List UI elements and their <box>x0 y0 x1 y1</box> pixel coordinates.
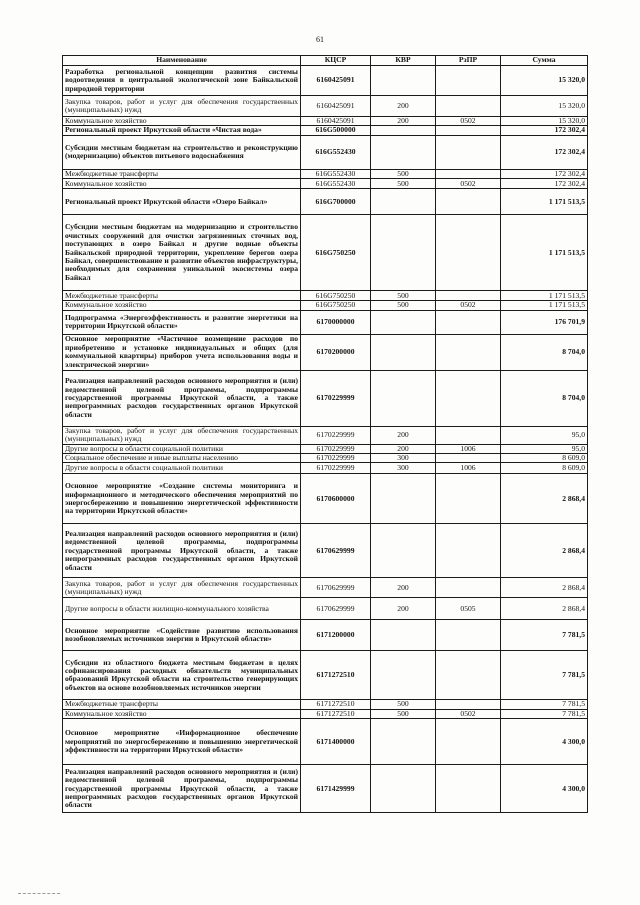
cell-rzpr <box>436 524 501 578</box>
cell-name: Закупка товаров, работ и услуг для обеспечения государственных (муниципальных) нужд <box>63 426 301 444</box>
header-rzpr: РзПР <box>436 56 501 66</box>
cell-kcsr: 616G750250 <box>301 215 371 291</box>
cell-kcsr: 6170600000 <box>301 474 371 524</box>
table-row <box>63 454 588 463</box>
cell-kvr <box>371 651 436 700</box>
cell-name: Другие вопросы в области социальной политики <box>63 444 301 453</box>
cell-sum: 1 171 513,5 <box>501 301 588 310</box>
table-row <box>63 370 588 426</box>
cell-sum: 1 171 513,5 <box>501 215 588 291</box>
cell-kcsr: 6170629999 <box>301 598 371 620</box>
cell-kcsr: 616G750250 <box>301 301 371 310</box>
cell-kvr <box>371 719 436 765</box>
cell-rzpr <box>436 291 501 301</box>
cell-rzpr: 1006 <box>436 444 501 453</box>
table-row <box>63 651 588 700</box>
table-row <box>63 66 588 96</box>
table-row <box>63 444 588 453</box>
cell-name: Разработка региональной концепции развития системы водоотведения в центральной экологической зоне Байкальской природной территории <box>63 66 301 96</box>
cell-name: Субсидии местным бюджетам на модернизацию и строительство очистных сооружений для очистки загрязненных сточных вод, поступающих в озеро Байкал и другие водные объекты Байкальской природной территории, укрепление берегов озера Байкал, совершенствование и развитие объектов инфраструктуры, необходимых для сохранения уникальной экосистемы озера Байкал <box>63 215 301 291</box>
cell-name: Реализация направлений расходов основного мероприятия и (или) ведомственной целевой программы, подпрограммы государственной программы Иркутской области, а также непрограммных расходов государственных органов Иркутской области <box>63 765 301 813</box>
table-row <box>63 426 588 444</box>
cell-name: Межбюджетные трансферты <box>63 700 301 709</box>
cell-kvr <box>371 189 436 215</box>
cell-name: Другие вопросы в области жилищно-коммунального хозяйства <box>63 598 301 620</box>
cell-sum: 2 868,4 <box>501 524 588 578</box>
cell-name: Основное мероприятие «Создание системы мониторинга и информационного и методического обеспечения мероприятий по энергосбережению и повышению энергетической эффективности на территории Иркутской области» <box>63 474 301 524</box>
cell-kvr: 200 <box>371 444 436 453</box>
cell-kvr: 200 <box>371 598 436 620</box>
table-row <box>63 291 588 301</box>
cell-kcsr: 6170200000 <box>301 334 371 370</box>
cell-rzpr: 0502 <box>436 179 501 189</box>
table-row <box>63 126 588 135</box>
cell-sum: 2 868,4 <box>501 598 588 620</box>
cell-sum: 7 781,5 <box>501 700 588 709</box>
cell-sum: 2 868,4 <box>501 474 588 524</box>
cell-kcsr: 6160425091 <box>301 117 371 126</box>
header-sum: Сумма <box>501 56 588 66</box>
cell-kvr: 500 <box>371 709 436 718</box>
header-name: Наименование <box>63 56 301 66</box>
header-kvr: КВР <box>371 56 436 66</box>
cell-name: Коммунальное хозяйство <box>63 709 301 718</box>
cell-kvr <box>371 474 436 524</box>
table-row <box>63 700 588 709</box>
cell-kvr <box>371 215 436 291</box>
cell-kvr <box>371 524 436 578</box>
cell-kcsr: 616G552430 <box>301 169 371 178</box>
cell-rzpr <box>436 454 501 463</box>
table-row <box>63 620 588 651</box>
table-row <box>63 765 588 813</box>
cell-kcsr: 6160425091 <box>301 66 371 96</box>
cell-kcsr: 616G500000 <box>301 126 371 135</box>
cell-rzpr <box>436 334 501 370</box>
cell-sum: 2 868,4 <box>501 578 588 598</box>
cell-sum: 8 609,0 <box>501 454 588 463</box>
cell-rzpr <box>436 700 501 709</box>
table-row <box>63 524 588 578</box>
cell-rzpr <box>436 719 501 765</box>
cell-kvr <box>371 765 436 813</box>
cell-sum: 172 302,4 <box>501 179 588 189</box>
cell-name: Коммунальное хозяйство <box>63 179 301 189</box>
cell-name: Межбюджетные трансферты <box>63 169 301 178</box>
cell-rzpr: 0502 <box>436 117 501 126</box>
cell-kvr <box>371 334 436 370</box>
cell-kvr: 500 <box>371 179 436 189</box>
table-row <box>63 96 588 117</box>
cell-name: Подпрограмма «Энергоэффективность и развитие энергетики на территории Иркутской области» <box>63 310 301 334</box>
cell-kvr: 200 <box>371 426 436 444</box>
cell-sum: 15 320,0 <box>501 96 588 117</box>
table-row <box>63 189 588 215</box>
cell-sum: 8 704,0 <box>501 334 588 370</box>
table-row <box>63 301 588 310</box>
cell-rzpr <box>436 426 501 444</box>
cell-kvr <box>371 620 436 651</box>
cell-kcsr: 6170229999 <box>301 426 371 444</box>
cell-name: Региональный проект Иркутской области «Чистая вода» <box>63 126 301 135</box>
table-row <box>63 169 588 178</box>
cell-name: Реализация направлений расходов основного мероприятия и (или) ведомственной целевой программы, подпрограммы государственной программы Иркутской области, а также непрограммных расходов государственных органов Иркутской области <box>63 524 301 578</box>
table-row <box>63 709 588 718</box>
table-row <box>63 578 588 598</box>
cell-kvr <box>371 126 436 135</box>
cell-kcsr: 616G700000 <box>301 189 371 215</box>
cell-sum: 8 609,0 <box>501 463 588 474</box>
cell-rzpr <box>436 135 501 169</box>
cell-rzpr <box>436 126 501 135</box>
cell-kcsr: 616G750250 <box>301 291 371 301</box>
cell-sum: 15 320,0 <box>501 117 588 126</box>
cell-kcsr: 6171429999 <box>301 765 371 813</box>
cell-kvr: 500 <box>371 700 436 709</box>
cell-kcsr: 6171272510 <box>301 709 371 718</box>
cell-kcsr: 6170229999 <box>301 454 371 463</box>
table-row <box>63 463 588 474</box>
cell-rzpr <box>436 215 501 291</box>
cell-sum: 172 302,4 <box>501 135 588 169</box>
cell-rzpr <box>436 310 501 334</box>
cell-kcsr: 616G552430 <box>301 135 371 169</box>
cell-name: Межбюджетные трансферты <box>63 291 301 301</box>
cell-kcsr: 6170229999 <box>301 463 371 474</box>
cell-sum: 7 781,5 <box>501 651 588 700</box>
cell-kvr: 200 <box>371 578 436 598</box>
cell-name: Коммунальное хозяйство <box>63 117 301 126</box>
cell-kcsr: 6170229999 <box>301 444 371 453</box>
cell-kcsr: 6170629999 <box>301 524 371 578</box>
table-row <box>63 135 588 169</box>
cell-rzpr <box>436 620 501 651</box>
table-row <box>63 310 588 334</box>
cell-sum: 176 701,9 <box>501 310 588 334</box>
table-row <box>63 598 588 620</box>
cell-kcsr: 6170229999 <box>301 370 371 426</box>
page-number: 61 <box>316 35 324 44</box>
cell-name: Субсидии местным бюджетам на строительство и реконструкцию (модернизацию) объектов питьевого водоснабжения <box>63 135 301 169</box>
cell-name: Региональный проект Иркутской области «Озеро Байкал» <box>63 189 301 215</box>
cell-kvr <box>371 66 436 96</box>
cell-kvr: 500 <box>371 291 436 301</box>
cell-kvr: 500 <box>371 301 436 310</box>
cell-rzpr: 1006 <box>436 463 501 474</box>
cell-rzpr <box>436 189 501 215</box>
cell-name: Субсидии из областного бюджета местным бюджетам в целях софинансирования расходных обязательств муниципальных образований Иркутской области на строительство генерирующих объектов на основе возобновляемых источников энергии <box>63 651 301 700</box>
cell-name: Основное мероприятие «Частичное возмещение расходов по приобретению и установке индивидуальных и общих (для коммунальной квартиры) приборов учета использования воды и электрической энергии» <box>63 334 301 370</box>
cell-rzpr: 0505 <box>436 598 501 620</box>
cell-sum: 1 171 513,5 <box>501 291 588 301</box>
cell-name: Основное мероприятие «Информационное обеспечение мероприятий по энергосбережению и повышению энергетической эффективности на территории Иркутской области» <box>63 719 301 765</box>
header-kcsr: КЦСР <box>301 56 371 66</box>
scan-edge-mark <box>18 893 60 894</box>
cell-kvr <box>371 310 436 334</box>
table-row <box>63 474 588 524</box>
cell-name: Закупка товаров, работ и услуг для обеспечения государственных (муниципальных) нужд <box>63 96 301 117</box>
cell-kvr <box>371 370 436 426</box>
cell-name: Социальное обеспечение и иные выплаты населению <box>63 454 301 463</box>
table-row <box>63 334 588 370</box>
cell-kcsr: 6171200000 <box>301 620 371 651</box>
cell-sum: 95,0 <box>501 444 588 453</box>
table-row <box>63 117 588 126</box>
cell-kvr: 300 <box>371 463 436 474</box>
table-row <box>63 215 588 291</box>
cell-kcsr: 616G552430 <box>301 179 371 189</box>
cell-kvr: 200 <box>371 117 436 126</box>
cell-sum: 95,0 <box>501 426 588 444</box>
cell-sum: 7 781,5 <box>501 620 588 651</box>
cell-kcsr: 6171272510 <box>301 651 371 700</box>
cell-sum: 7 781,5 <box>501 709 588 718</box>
table-header-row <box>63 56 588 66</box>
cell-name: Основное мероприятие «Содействие развитию использования возобновляемых источников энергии в Иркутской области» <box>63 620 301 651</box>
cell-kvr <box>371 135 436 169</box>
cell-name: Коммунальное хозяйство <box>63 301 301 310</box>
cell-kvr: 300 <box>371 454 436 463</box>
cell-sum: 1 171 513,5 <box>501 189 588 215</box>
table-row <box>63 719 588 765</box>
cell-sum: 8 704,0 <box>501 370 588 426</box>
cell-rzpr <box>436 578 501 598</box>
cell-kcsr: 6170000000 <box>301 310 371 334</box>
cell-kcsr: 6170629999 <box>301 578 371 598</box>
table-row <box>63 179 588 189</box>
cell-sum: 172 302,4 <box>501 126 588 135</box>
cell-rzpr <box>436 169 501 178</box>
cell-rzpr <box>436 474 501 524</box>
cell-kvr: 500 <box>371 169 436 178</box>
cell-sum: 4 300,0 <box>501 719 588 765</box>
cell-name: Закупка товаров, работ и услуг для обеспечения государственных (муниципальных) нужд <box>63 578 301 598</box>
cell-rzpr <box>436 66 501 96</box>
cell-sum: 4 300,0 <box>501 765 588 813</box>
cell-sum: 15 320,0 <box>501 66 588 96</box>
cell-kcsr: 6171400000 <box>301 719 371 765</box>
cell-name: Реализация направлений расходов основного мероприятия и (или) ведомственной целевой программы, подпрограммы государственной программы Иркутской области, а также непрограммных расходов государственных органов Иркутской области <box>63 370 301 426</box>
cell-rzpr: 0502 <box>436 709 501 718</box>
cell-kcsr: 6160425091 <box>301 96 371 117</box>
cell-sum: 172 302,4 <box>501 169 588 178</box>
cell-kvr: 200 <box>371 96 436 117</box>
cell-name: Другие вопросы в области социальной политики <box>63 463 301 474</box>
cell-rzpr <box>436 765 501 813</box>
cell-rzpr <box>436 96 501 117</box>
cell-rzpr <box>436 651 501 700</box>
cell-rzpr <box>436 370 501 426</box>
cell-rzpr: 0502 <box>436 301 501 310</box>
cell-kcsr: 6171272510 <box>301 700 371 709</box>
budget-table <box>62 55 588 813</box>
